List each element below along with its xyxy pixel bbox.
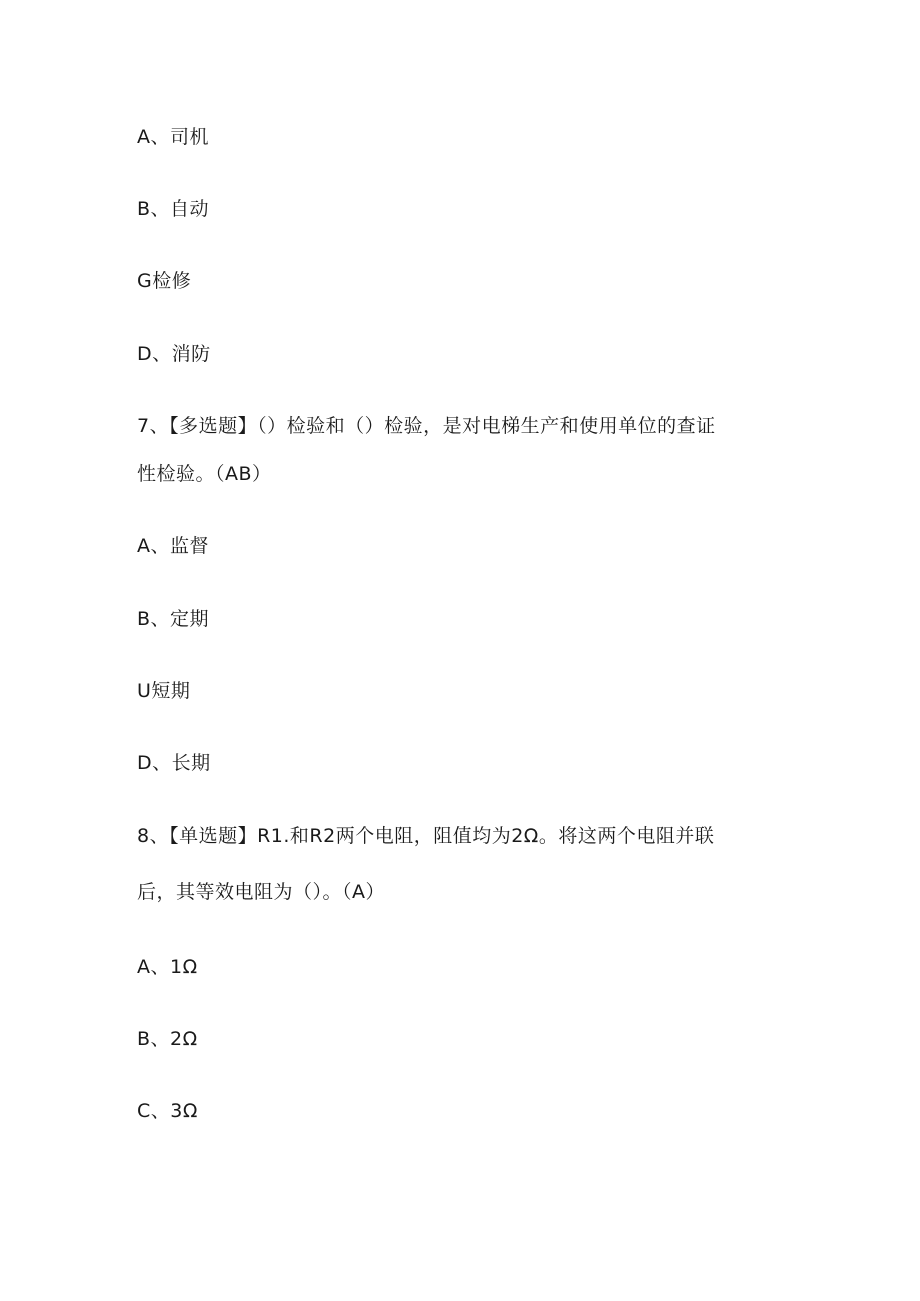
option-d-fire: D、消防 [137, 343, 211, 365]
q8-option-b: B、2Ω [137, 1028, 198, 1050]
question-7-line-2: 性检验。（AB） [137, 463, 272, 485]
q7-option-c: U短期 [137, 680, 191, 702]
q8-option-c: C、3Ω [137, 1100, 198, 1122]
option-b-automatic: B、自动 [137, 198, 210, 220]
q8-option-a: A、1Ω [137, 956, 198, 978]
q7-option-a: A、监督 [137, 535, 209, 557]
option-c-maintenance: G检修 [137, 270, 192, 292]
question-8-line-2: 后，其等效电阻为（）。（A） [137, 881, 385, 903]
question-7-line-1: 7、【多选题】（）检验和（）检验，是对电梯生产和使用单位的查证 [137, 415, 716, 437]
question-8-line-1: 8、【单选题】R1.和R2两个电阻，阻值均为2Ω。将这两个电阻并联 [137, 825, 715, 847]
q7-option-b: B、定期 [137, 608, 210, 630]
q7-option-d: D、长期 [137, 752, 211, 774]
option-a-driver: A、司机 [137, 126, 209, 148]
